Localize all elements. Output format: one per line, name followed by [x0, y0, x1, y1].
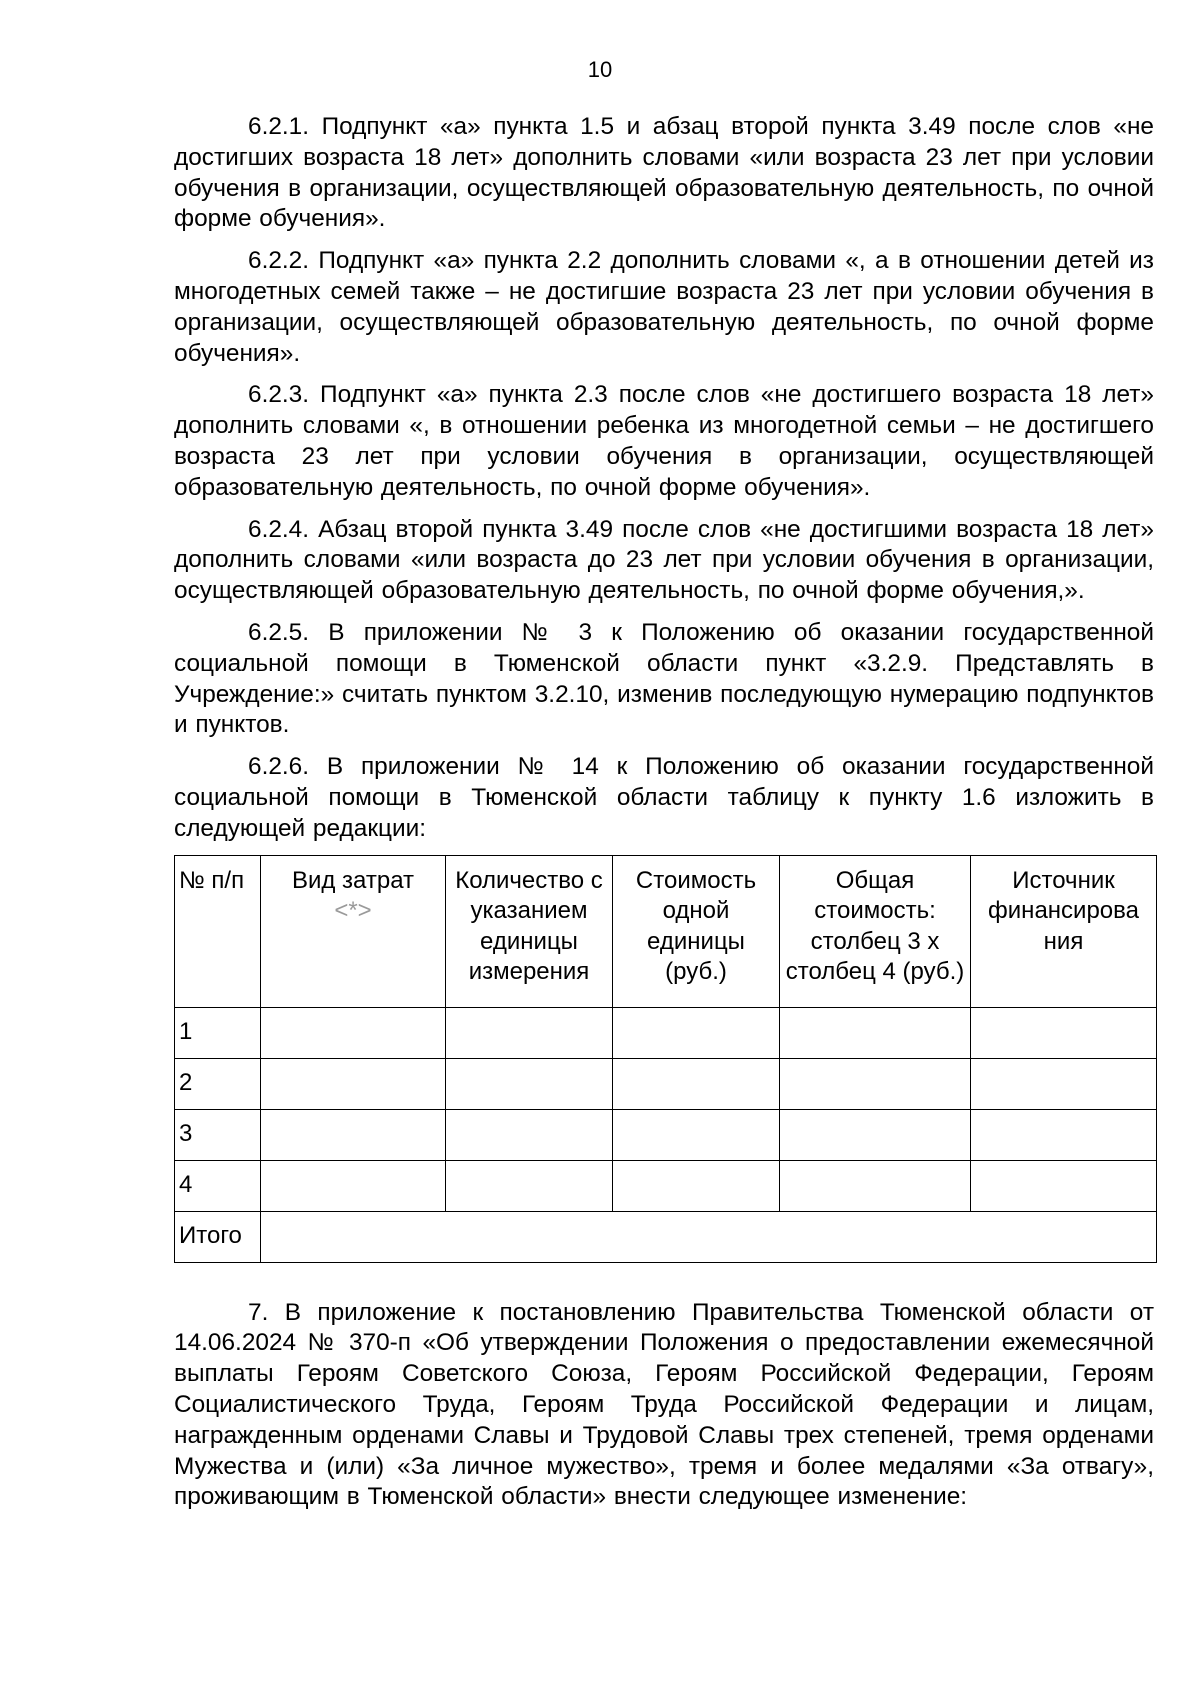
header-funding-source: Источник финансирова ния — [971, 855, 1157, 1007]
table-cell — [613, 1160, 780, 1211]
header-expense-type-label: Вид затрат — [291, 866, 415, 894]
costs-table — [174, 855, 1157, 1263]
table-cell — [613, 1007, 780, 1058]
total-value-cell — [261, 1211, 1157, 1262]
paragraph-6-2-6: 6.2.6. В приложении № 14 к Положению об оказании государственной социальной помощи в Тюменской области таблицу к пункту 1.6 изложить в следующей редакции: — [174, 753, 1154, 842]
table-cell — [780, 1007, 971, 1058]
paragraph-6-2-3: 6.2.3. Подпункт «а» пункта 2.3 после слов «не достигшего возраста 18 лет» дополнить словами «, в отношении ребенка из многодетной семьи – не достигшего возраста 23 лет при условии обучения в организации, осуществляющей образовательную деятельность, по очной форме обучения». — [174, 381, 1154, 501]
table-cell — [780, 1058, 971, 1109]
table-cell — [780, 1109, 971, 1160]
table-row — [175, 1109, 1157, 1160]
row-number: 4 — [175, 1160, 261, 1211]
table-cell — [971, 1109, 1157, 1160]
row-number: 2 — [175, 1058, 261, 1109]
header-expense-type — [261, 855, 446, 1007]
paragraph-6-2-1: 6.2.1. Подпункт «а» пункта 1.5 и абзац второй пункта 3.49 после слов «не достигших возраста 18 лет» дополнить словами «или возраста 23 лет при условии обучения в организации, осуществляющей образовательную деятельность, по очной форме обучения». — [174, 113, 1154, 233]
header-num: № п/п — [175, 855, 261, 1007]
paragraph-6-2-4: 6.2.4. Абзац второй пункта 3.49 после слов «не достигшими возраста 18 лет» дополнить словами «или возраста до 23 лет при условии обучения в организации, осуществляющей образовательную деятельность, по очной форме обучения,». — [174, 515, 1154, 605]
table-cell — [261, 1058, 446, 1109]
table-cell — [971, 1058, 1157, 1109]
table-cell — [446, 1058, 613, 1109]
document-body — [174, 112, 1154, 1524]
paragraph-6-2-2: 6.2.2. Подпункт «а» пункта 2.2 дополнить словами «, а в отношении детей из многодетных семей также – не достигшие возраста 23 лет при условии обучения в организации, осуществляющей образовательную деятельность, по очной форме обучения». — [174, 247, 1154, 367]
row-number: 3 — [175, 1109, 261, 1160]
table-row — [175, 1007, 1157, 1058]
paragraph-7: 7. В приложение к постановлению Правительства Тюменской области от 14.06.2024 № 370-п «Об утверждении Положения о предоставлении ежемесячной выплаты Героям Советского Союза, Героям Российской Федерации, Героям Социалистического Труда, Героям Труда Российской Федерации и лицам, награжденным орденами Славы и Трудовой Славы трех степеней, тремя орденами Мужества и (или) «За личное мужество», тремя и более медалями «За отвагу», проживающим в Тюменской области» внести следующее изменение: — [174, 1298, 1154, 1511]
table-row — [175, 1058, 1157, 1109]
table-header-row — [175, 855, 1157, 1007]
table-cell — [613, 1109, 780, 1160]
total-label: Итого — [175, 1211, 261, 1262]
row-number: 1 — [175, 1007, 261, 1058]
table-cell — [261, 1160, 446, 1211]
table-cell — [446, 1007, 613, 1058]
header-expense-type-note: <*> — [334, 897, 372, 925]
table-total-row — [175, 1211, 1157, 1262]
header-quantity: Количество с указанием единицы измерения — [446, 855, 613, 1007]
table-cell — [261, 1109, 446, 1160]
page-number: 10 — [587, 57, 613, 82]
table-cell — [261, 1007, 446, 1058]
table-cell — [971, 1007, 1157, 1058]
table-cell — [971, 1160, 1157, 1211]
table-row — [175, 1160, 1157, 1211]
header-unit-cost: Стоимость одной единицы (руб.) — [613, 855, 780, 1007]
header-total-cost: Общая стоимость: столбец 3 x столбец 4 (руб.) — [780, 855, 971, 1007]
table-cell — [446, 1109, 613, 1160]
table-cell — [780, 1160, 971, 1211]
paragraph-6-2-5: 6.2.5. В приложении № 3 к Положению об оказании государственной социальной помощи в Тюменской области пункт «3.2.9. Представлять в Учреждение:» считать пунктом 3.2.10, изменив последующую нумерацию подпунктов и пунктов. — [174, 618, 1154, 739]
table-cell — [613, 1058, 780, 1109]
table-cell — [446, 1160, 613, 1211]
